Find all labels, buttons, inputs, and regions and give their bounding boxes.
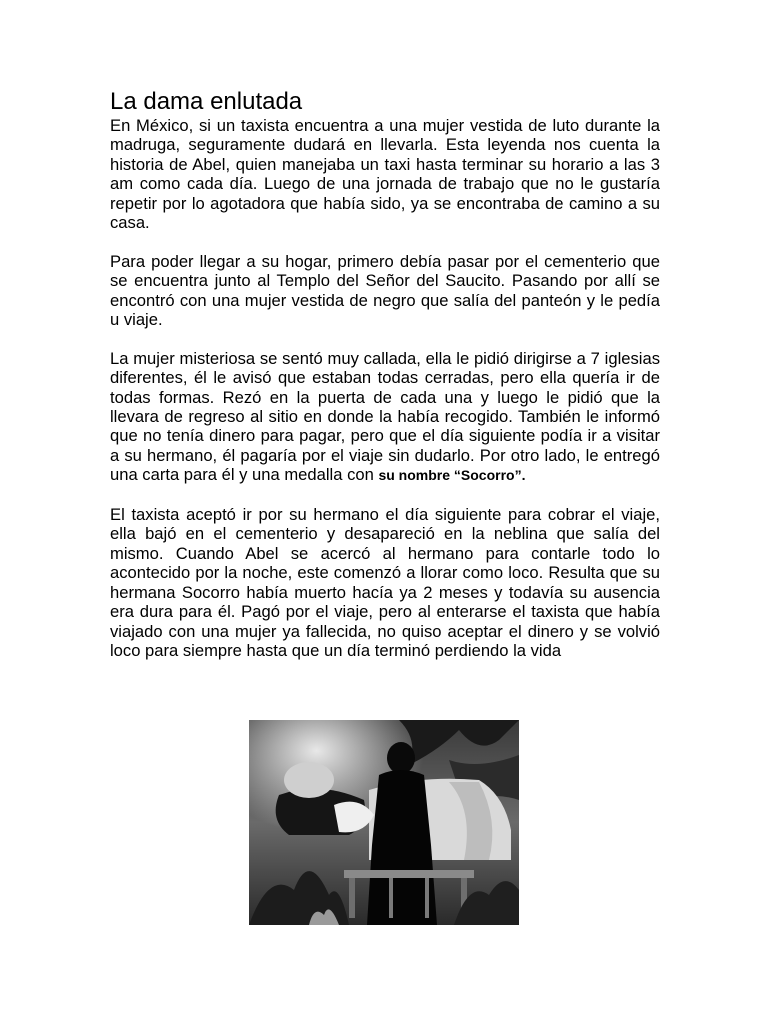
paragraph-3 <box>110 349 660 486</box>
article-title: La dama enlutada <box>110 88 303 115</box>
paragraph-3-body: La mujer misteriosa se sentó muy callada, ella le pidió dirigirse a 7 iglesias diferentes, él le avisó que estaban todas cerradas, pero ella quería ir de todas formas. Rezó en la puerta de cada una y luego le pidió que la llevara de regreso al sitio en donde la había recogido. También le informó que no tenía dinero para pagar, pero que el día siguiente podía ir a visitar a su hermano, él pagaría por el viaje sin dudarlo. Por otro lado, le entregó una carta para él y una medalla con <box>110 348 660 485</box>
article <box>110 88 660 660</box>
paragraph-1: En México, si un taxista encuentra a una mujer vestida de luto durante la madruga, seguramente dudará en llevarla. Esta leyenda nos cuenta la historia de Abel, quien manejaba un taxi hasta terminar su horario a las 3 am como cada día. Luego de una jornada de trabajo que no le gustaría repetir por lo agotadora que había sido, ya se encontraba de camino a su casa. <box>110 116 660 233</box>
paragraph-2: Para poder llegar a su hogar, primero debía pasar por el cementerio que se encuentra junto al Templo del Señor del Saucito. Pasando por allí se encontró con una mujer vestida de negro que salía del panteón y le pedía u viaje. <box>110 251 660 330</box>
paragraph-4: El taxista aceptó ir por su hermano el día siguiente para cobrar el viaje, ella bajó en el cementerio y desapareció en la neblina que salía del mismo. Cuando Abel se acercó al hermano para contarle todo lo acontecido por la noche, este comenzó a llorar como loco. Resulta que su hermana Socorro había muerto hacía ya 2 meses y todavía su ausencia era dura para él. Pagó por el viaje, pero al enterarse el taxista que había viajado con una mujer ya fallecida, no quiso aceptar el dinero y se volvió loco para siempre hasta que un día terminó perdiendo la vida <box>110 505 660 660</box>
paragraph-3-tail: su nombre “Socorro”. <box>378 467 526 484</box>
grayscale-photo-icon <box>249 720 519 925</box>
